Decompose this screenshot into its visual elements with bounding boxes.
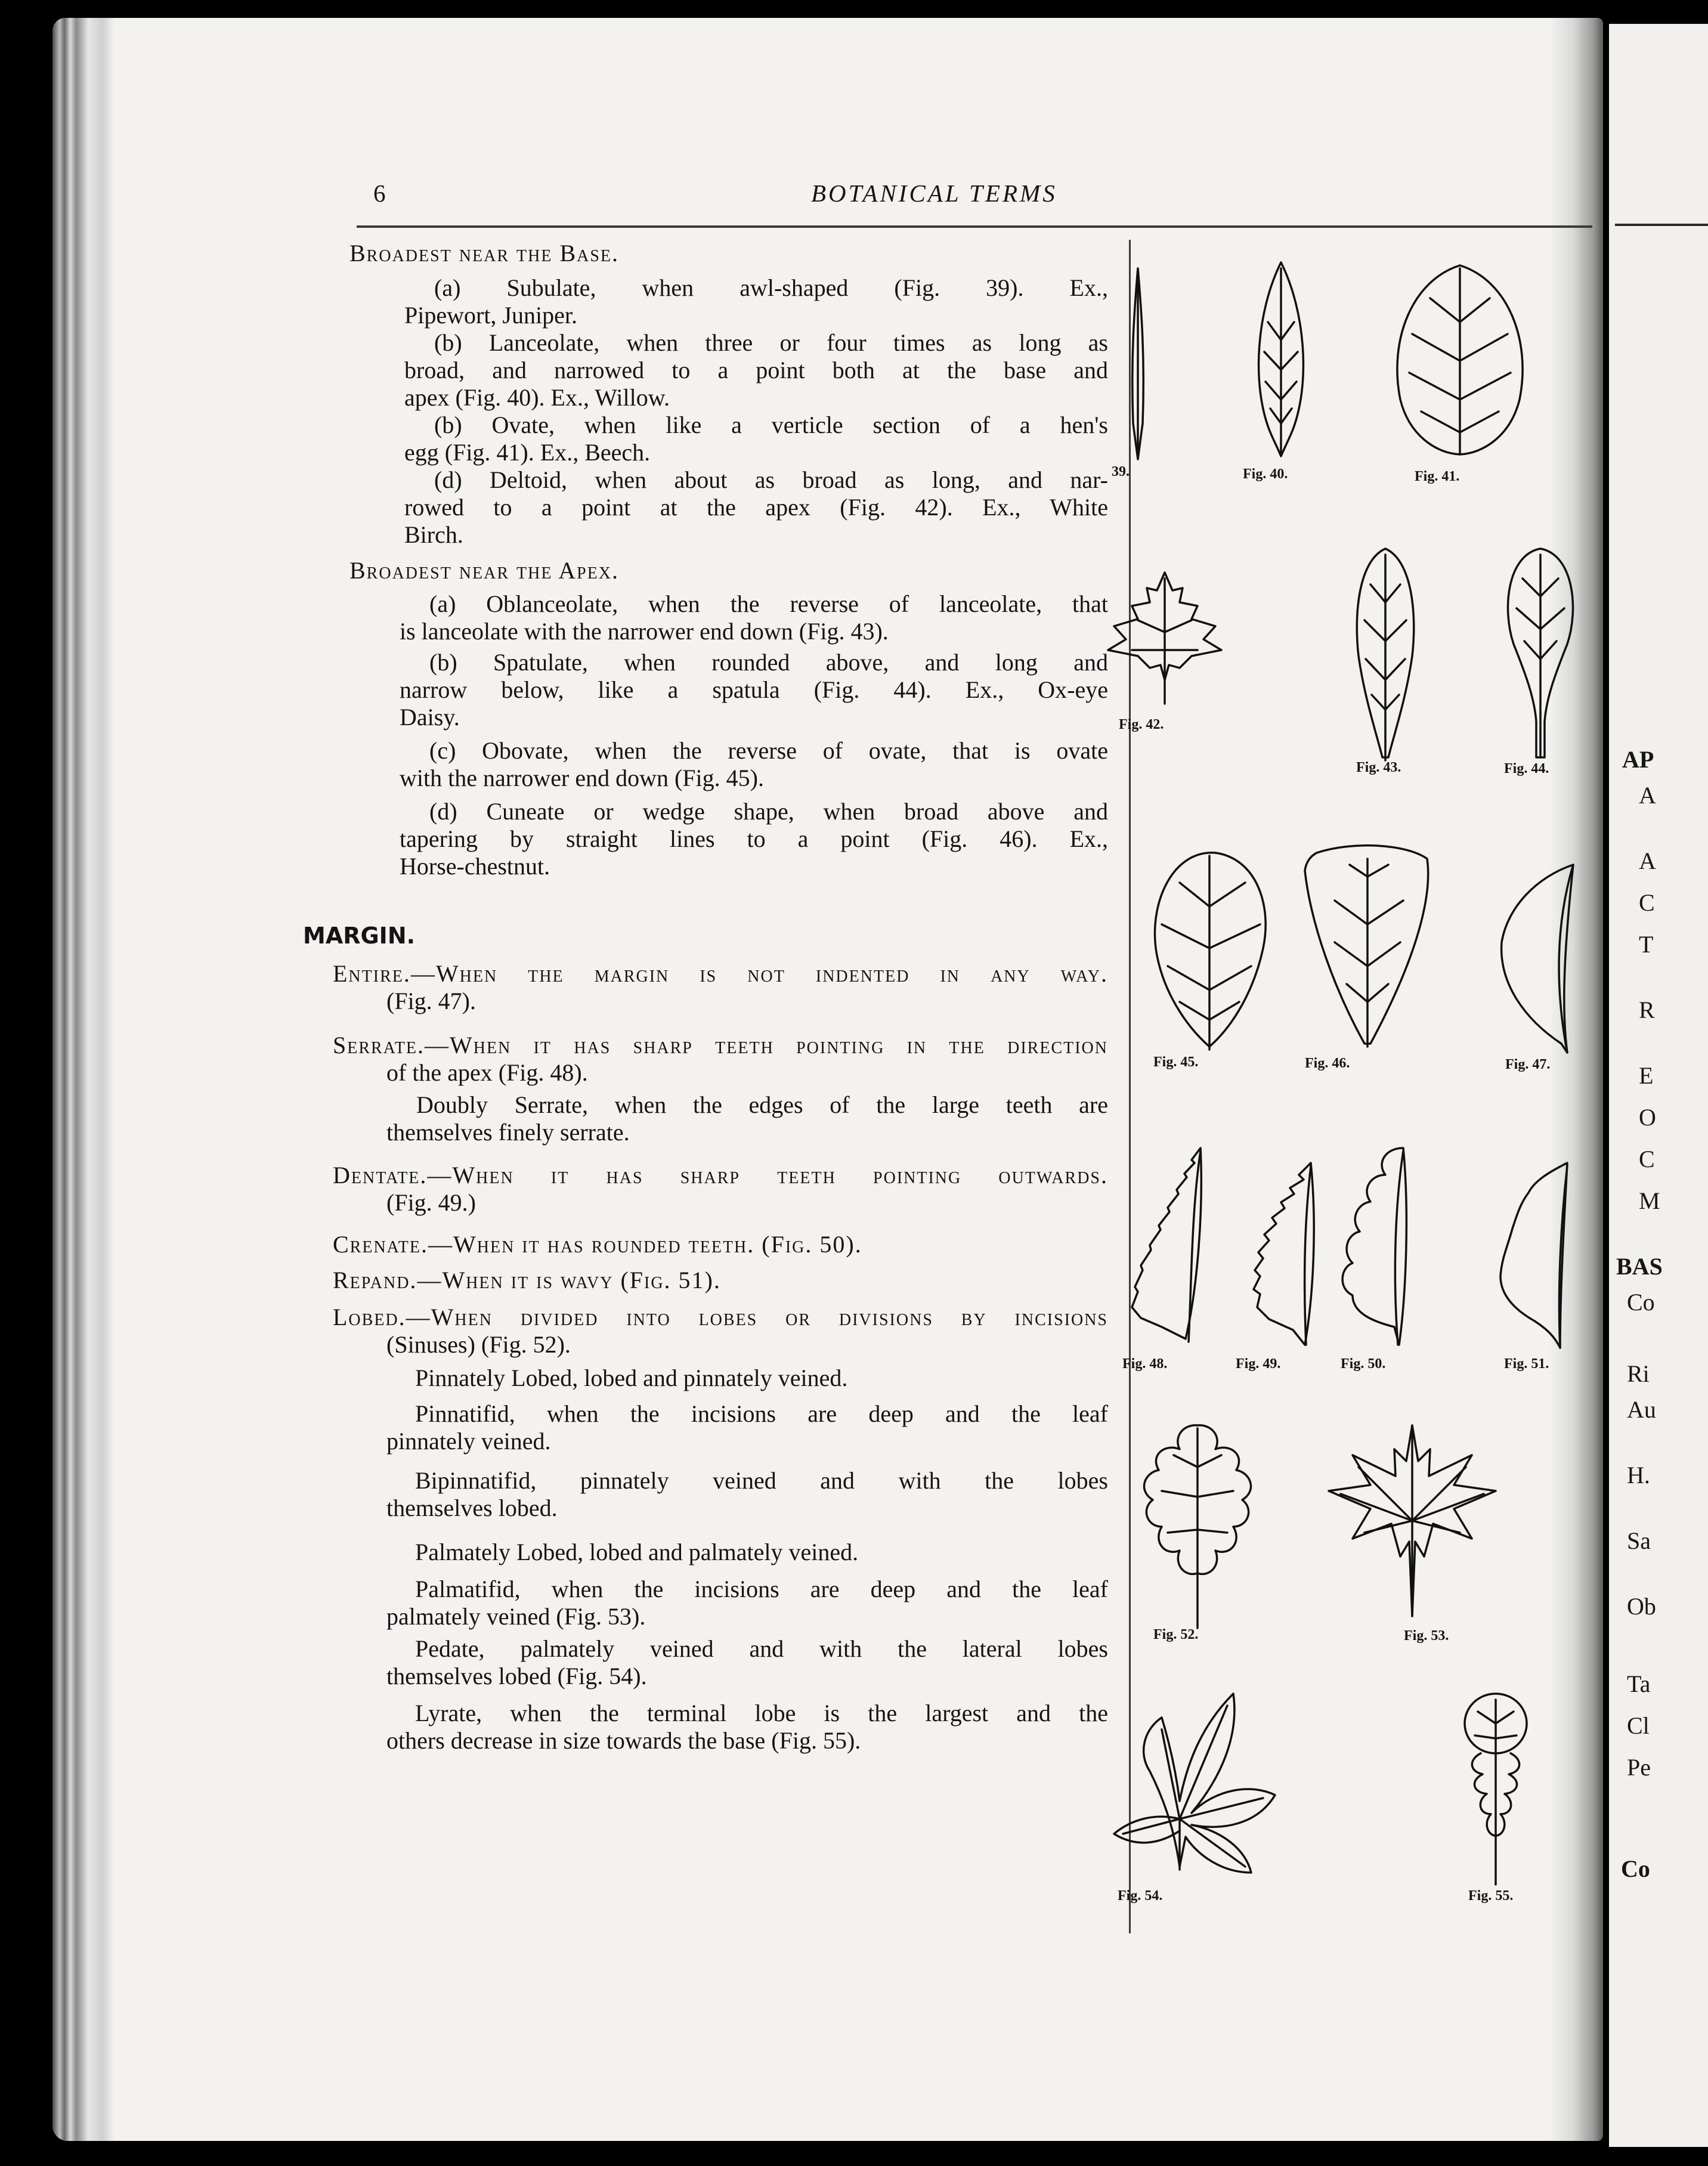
figure-41-ovate-leaf [1388,256,1531,459]
figure-47-entire-margin-leaf [1490,853,1579,1056]
running-title: BOTANICAL TERMS [811,180,1057,207]
lanceolate-line2: broad, and narrowed to a point both at the base and [404,357,1108,383]
cuneate-line2: tapering by straight lines to a point (Fig. 46). Ex., [400,825,1108,852]
facing-fragment: Co [1621,1855,1650,1882]
facing-page-rule [1615,224,1708,226]
caption-fig-39: 39. [1112,464,1130,479]
caption-fig-46: Fig. 46. [1305,1056,1350,1071]
facing-fragment: Ob [1627,1593,1656,1620]
heading-broadest-base: Broadest near the Base. [349,240,620,267]
caption-fig-47: Fig. 47. [1505,1057,1551,1072]
serrate-line1: Serrate.—When it has sharp teeth pointing in the direction [333,1032,1108,1059]
crenate-line: Crenate.—When it has rounded teeth. (Fig. 50). [333,1231,862,1258]
book-page [52,18,1603,2141]
facing-fragment: E [1639,1062,1654,1089]
pinnatifid-line2: pinnately veined. [386,1428,551,1455]
lanceolate-line3: apex (Fig. 40). Ex., Willow. [404,384,670,411]
doubly-serrate-line2: themselves finely serrate. [386,1119,630,1146]
caption-fig-40: Fig. 40. [1243,466,1288,482]
binding-gutter [52,18,115,2141]
deltoid-line2: rowed to a point at the apex (Fig. 42). Ex., White [404,494,1108,521]
facing-fragment: Au [1627,1396,1656,1423]
lobed-line2: (Sinuses) (Fig. 52). [386,1331,571,1358]
facing-fragment: Co [1627,1289,1655,1316]
header-rule [357,225,1592,228]
oblanceolate-line1: (a) Oblanceolate, when the reverse of lanceolate, that [429,590,1108,617]
spatulate-line2: narrow below, like a spatula (Fig. 44). Ex., Ox-eye [400,676,1108,703]
figure-40-lanceolate-leaf [1239,256,1323,459]
caption-fig-42: Fig. 42. [1119,717,1164,732]
heading-broadest-apex: Broadest near the Apex. [349,557,620,584]
dentate-line2: (Fig. 49.) [386,1189,476,1216]
caption-fig-49: Fig. 49. [1236,1356,1281,1372]
subulate-line1: (a) Subulate, when awl-shaped (Fig. 39). Ex., [434,274,1108,301]
facing-fragment: A [1639,782,1656,809]
obovate-line1: (c) Obovate, when the reverse of ovate, that is ovate [429,737,1108,764]
palmatifid-line1: Palmatifid, when the incisions are deep and the leaf [415,1576,1108,1602]
entire-line2: (Fig. 47). [386,988,476,1014]
caption-fig-54: Fig. 54. [1118,1888,1163,1904]
caption-fig-55: Fig. 55. [1468,1888,1514,1904]
facing-fragment: C [1639,889,1655,916]
figure-51-repand-leaf [1484,1151,1573,1354]
figure-43-oblanceolate-leaf [1347,543,1424,763]
caption-fig-44: Fig. 44. [1504,761,1549,776]
caption-fig-41: Fig. 41. [1415,469,1460,484]
spatulate-line3: Daisy. [400,704,460,731]
ovate-line1: (b) Ovate, when like a verticle section of a hen's [434,411,1108,438]
facing-fragment: BAS [1616,1253,1663,1280]
figure-45-obovate-leaf [1144,841,1275,1056]
caption-fig-52: Fig. 52. [1153,1627,1199,1642]
figure-49-dentate-leaf [1233,1151,1323,1354]
palmatifid-line2: palmately veined (Fig. 53). [386,1603,646,1630]
pinnatifid-line1: Pinnatifid, when the incisions are deep and the leaf [415,1400,1108,1427]
facing-fragment: Ri [1627,1360,1650,1387]
lanceolate-line1: (b) Lanceolate, when three or four times as long as [434,329,1108,356]
figure-54-pedate-leaf [1102,1682,1293,1896]
page-edge-shadow [1549,18,1603,2141]
figure-52-lobed-leaf [1126,1419,1269,1634]
pedate-line2: themselves lobed (Fig. 54). [386,1663,647,1690]
facing-fragment: Ta [1627,1670,1651,1697]
facing-fragment: O [1639,1104,1656,1131]
cuneate-line3: Horse-chestnut. [400,853,550,880]
figure-48-serrate-leaf [1108,1139,1209,1354]
figure-42-deltoid-leaf [1102,567,1227,710]
facing-fragment: Cl [1627,1712,1650,1739]
pedate-line1: Pedate, palmately veined and with the lateral lobes [415,1635,1108,1662]
figure-39-subulate-leaf [1108,262,1168,465]
facing-fragment: C [1639,1146,1655,1172]
caption-fig-45: Fig. 45. [1153,1054,1199,1070]
oblanceolate-line2: is lanceolate with the narrower end down (Fig. 43). [400,618,889,645]
facing-fragment: Sa [1627,1527,1651,1554]
spatulate-line1: (b) Spatulate, when rounded above, and long and [429,649,1108,676]
caption-fig-48: Fig. 48. [1122,1356,1168,1372]
lyrate-line1: Lyrate, when the terminal lobe is the largest and the [415,1700,1108,1726]
facing-page-edge [1609,24,1708,2147]
facing-fragment: A [1639,847,1656,874]
entire-line1: Entire.—When the margin is not indented in any way. [333,960,1108,987]
caption-fig-51: Fig. 51. [1504,1356,1549,1372]
facing-fragment: R [1639,997,1655,1023]
subulate-line2: Pipewort, Juniper. [404,302,577,329]
facing-fragment: M [1639,1187,1660,1214]
page-number: 6 [373,180,386,207]
bipinnatifid-line1: Bipinnatifid, pinnately veined and with the lobes [415,1467,1108,1494]
figure-55-lyrate-leaf [1454,1688,1537,1890]
figure-44-spatulate-leaf [1496,543,1585,763]
figure-50-crenate-leaf [1329,1139,1418,1354]
obovate-line2: with the narrower end down (Fig. 45). [400,765,764,791]
cuneate-line1: (d) Cuneate or wedge shape, when broad above and [429,798,1108,825]
figure-53-palmatifid-leaf [1323,1419,1502,1622]
lyrate-line2: others decrease in size towards the base (Fig. 55). [386,1727,861,1754]
serrate-line2: of the apex (Fig. 48). [386,1059,588,1086]
bipinnatifid-line2: themselves lobed. [386,1494,558,1521]
lobed-line1: Lobed.—When divided into lobes or divisions by incisions [333,1304,1108,1330]
facing-fragment: AP [1622,746,1654,773]
ovate-line2: egg (Fig. 41). Ex., Beech. [404,439,651,466]
palmately-lobed-line: Palmately Lobed, lobed and palmately veined. [415,1539,859,1565]
doubly-serrate-line1: Doubly Serrate, when the edges of the large teeth are [416,1091,1108,1118]
caption-fig-50: Fig. 50. [1341,1356,1386,1372]
facing-fragment: Pe [1627,1754,1651,1781]
facing-fragment: T [1639,931,1654,958]
heading-margin: MARGIN. [303,923,416,949]
deltoid-line3: Birch. [404,521,463,548]
repand-line: Repand.—When it is wavy (Fig. 51). [333,1267,721,1294]
facing-fragment: H. [1627,1462,1650,1489]
dentate-line1: Dentate.—When it has sharp teeth pointing outwards. [333,1162,1108,1189]
deltoid-line1: (d) Deltoid, when about as broad as long, and nar- [434,466,1108,493]
figure-46-cuneate-leaf [1293,835,1442,1056]
caption-fig-53: Fig. 53. [1404,1628,1449,1644]
column-divider [1129,240,1131,1933]
pinnately-lobed-line: Pinnately Lobed, lobed and pinnately veined. [415,1364,848,1391]
caption-fig-43: Fig. 43. [1356,760,1401,775]
